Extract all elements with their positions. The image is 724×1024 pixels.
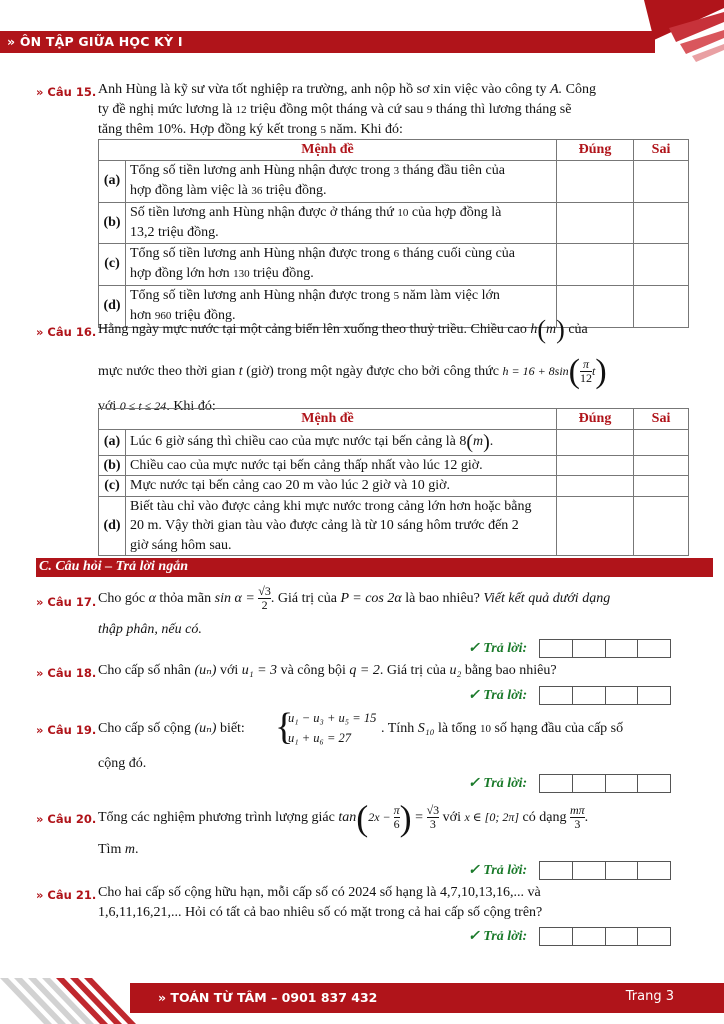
answer-cell-false[interactable] — [634, 476, 689, 497]
question-label-17: » Câu 17. — [36, 595, 97, 609]
answer-cell-true[interactable] — [557, 429, 634, 455]
answer-cell-false[interactable] — [634, 429, 689, 455]
table-row: (d) Tổng số tiền lương anh Hùng nhận được trong 5 năm làm việc lớn hơn 960 triệu đồng. — [99, 285, 689, 327]
question-15-text: Anh Hùng là kỹ sư vừa tốt nghiệp ra trường, anh nộp hồ sơ xin việc vào công ty A. Công ty đề nghị mức lương là 12 triệu đồng một tháng và cứ sau 9 tháng thì lương tháng sẽ tăng thêm 10%. Hợp đồng ký kết trong 5 năm. Khi đó: — [98, 82, 596, 137]
answer-cell-false[interactable] — [634, 243, 689, 285]
question-label-18: » Câu 18. — [36, 666, 97, 680]
question-17-text: Cho góc α thỏa mãn sin α = $\frac{√3}{2}$ . Giá trị của P = cos 2α là bao nhiêu? Viết kết quả dưới dạng thập phân, nếu có. — [98, 584, 611, 637]
answer-cell-false[interactable] — [634, 496, 689, 556]
fraction-pi-12: $\frac{\pi}{12}$ — [580, 357, 592, 386]
question-label-19: » Câu 19. — [36, 723, 97, 737]
table-row: (d) Biết tàu chỉ vào được cảng khi mực nước trong cảng lớn hơn hoặc bằng 20 m. Vậy thời gian tàu vào được cảng là từ 10 sáng hôm trước đến 2 giờ sáng hôm sau. — [99, 496, 689, 556]
question-16-text: Hằng ngày mực nước tại một cảng biển lên xuống theo thuỷ triều. Chiều cao h(m) của mực nước theo thời gian t (giờ) trong một ngày được cho bởi công thức h = 16 + 8sin( $\frac{\pi}{12}$ t) với 0 ≤ t ≤ 24. Khi đó: — [98, 315, 607, 414]
answer-cell-true[interactable] — [557, 202, 634, 243]
true-false-table-15: Mệnh đề Đúng Sai (a) Tổng số tiền lương anh Hùng nhận được trong 3 tháng đầu tiên của hợp đồng làm việc là 36 triệu đồng. (b) Số tiền lương anh Hùng nhận được ở tháng thứ 10 của hợp đồng là 13,2 triệu đồng. (c) Tổng số tiền lương anh Hùng nhận được trong 6 tháng cuối cùng của hợp đồng lớn hơn 130 triệu đồng. (d) Tổng số tiền lương anh Hùng nhận được trong 5 năm làm việc lớn hơn 960 triệu đồng. — [98, 139, 689, 328]
true-false-table-16: Mệnh đề Đúng Sai (a) Lúc 6 giờ sáng thì chiều cao của mực nước tại bến cảng là 8(m). (b) Chiều cao của mực nước tại bến cảng thấp nhất vào lúc 12 giờ. (c) Mực nước tại bến cảng cao 20 m vào lúc 2 giờ và 10 giờ. (d) Biết tàu chỉ vào được cảng khi mực nước trong cảng lớn hơn hoặc bằng 20 m. Vậy thời gian tàu vào được cảng là từ 10 sáng hôm trước đến 2 giờ sáng hôm sau. — [98, 408, 689, 556]
answer-cell-true[interactable] — [557, 496, 634, 556]
answer-cell-true[interactable] — [557, 455, 634, 476]
question-label-21: » Câu 21. — [36, 888, 97, 902]
section-c-banner: C. Câu hỏi – Trả lời ngắn — [36, 558, 713, 577]
answer-cell-false[interactable] — [634, 160, 689, 202]
fraction-pi-6: $\frac{\pi}{6}$ — [393, 803, 400, 832]
header-title: » ÔN TẬP GIỮA HỌC KỲ I — [7, 34, 183, 49]
fraction-mpi-3: $\frac{m\pi}{3}$ — [569, 803, 585, 832]
answer-cell-true[interactable] — [557, 243, 634, 285]
answer-cell-false[interactable] — [634, 455, 689, 476]
question-label-20: » Câu 20. — [36, 812, 97, 826]
question-label-15: » Câu 15. — [36, 85, 97, 99]
page-number: Trang 3 — [625, 989, 674, 1004]
question-label-16: » Câu 16. — [36, 325, 97, 339]
table-row: (a) Tổng số tiền lương anh Hùng nhận được trong 3 tháng đầu tiên của hợp đồng làm việc là 36 triệu đồng. — [99, 160, 689, 202]
question-19-text: Cho cấp số cộng (uₙ) biết: { u₁ − u₃ + u₅ = 15 u₁ + u₆ = 27 . Tính S₁₀ là tổng 10 số hạng đầu của cấp số cộng đó. — [98, 706, 624, 771]
table-row: (b) Chiều cao của mực nước tại bến cảng thấp nhất vào lúc 12 giờ. — [99, 455, 689, 476]
fraction-sqrt3-3: $\frac{√3}{3}$ — [426, 803, 440, 832]
answer-cell-true[interactable] — [557, 476, 634, 497]
answer-cell-true[interactable] — [557, 160, 634, 202]
table-row: (c) Tổng số tiền lương anh Hùng nhận được trong 6 tháng cuối cùng của hợp đồng lớn hơn 130 triệu đồng. — [99, 243, 689, 285]
question-21-text: Cho hai cấp số cộng hữu hạn, mỗi cấp số có 2024 số hạng là 4,7,10,13,16,... và 1,6,11,16,21,... Hỏi có tất cả bao nhiêu số có mặt trong cả hai cấp số cộng trên? — [98, 885, 543, 920]
fraction-sqrt3-2: $\frac{√3}{2}$ — [258, 584, 271, 613]
footer-contact: » TOÁN TỪ TÂM – 0901 837 432 — [158, 990, 378, 1005]
table-row: (b) Số tiền lương anh Hùng nhận được ở tháng thứ 10 của hợp đồng là 13,2 triệu đồng. — [99, 202, 689, 243]
question-20-text: Tổng các nghiệm phương trình lượng giác tan(2x − $\frac{\pi}{6}$ ) = $\frac{√3}{3}$ với x ∈ [0; 2π] có dạng $\frac{m\pi}{3}$ . Tìm m. — [98, 797, 589, 857]
page-header — [0, 31, 655, 53]
table-row: (c) Mực nước tại bến cảng cao 20 m vào lúc 2 giờ và 10 giờ. — [99, 476, 689, 497]
page-footer — [130, 983, 724, 1013]
question-18-text: Cho cấp số nhân (uₙ) với u₁ = 3 và công bội q = 2. Giá trị của u₂ bằng bao nhiêu? — [98, 663, 557, 678]
answer-cell-false[interactable] — [634, 202, 689, 243]
table-row: (a) Lúc 6 giờ sáng thì chiều cao của mực nước tại bến cảng là 8(m). — [99, 429, 689, 455]
